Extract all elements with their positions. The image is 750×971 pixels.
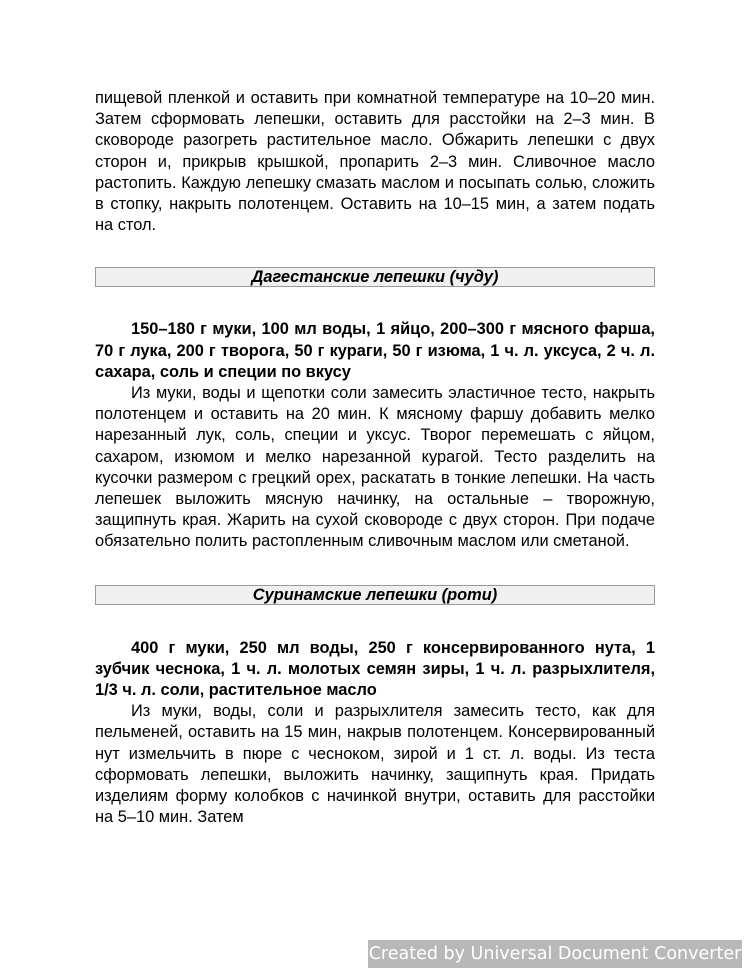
recipe-method-roti: Из муки, воды, соли и разрыхлителя замесить тесто, как для пельменей, оставить на 15 мин, накрыв полотенцем. Консервированный нут измельчить в пюре с чесноком, зирой и 1 ст. л. воды. Из теста сформовать лепешки, выложить начинку, защипнуть края. Придать изделиям форму колобков с начинкой внутри, оставить для расстойки на 5–10 мин. Затем bbox=[95, 702, 655, 827]
recipe-title-chudu: Дагестанские лепешки (чуду) bbox=[95, 267, 655, 287]
recipe-title-roti: Суринамские лепешки (роти) bbox=[95, 585, 655, 605]
recipe-ingredients-roti: 400 г муки, 250 мл воды, 250 г консервированного нута, 1 зубчик чеснока, 1 ч. л. молотых семян зиры, 1 ч. л. разрыхлителя, 1/3 ч. л. соли, растительное масло bbox=[95, 638, 655, 700]
recipe-method-chudu: Из муки, воды и щепотки соли замесить эластичное тесто, накрыть полотенцем и оставить на 20 мин. К мясному фаршу добавить мелко нарезанный лук, соль, специи и уксус. Творог перемешать с яйцом, сахаром, изюмом и мелко нарезанной курагой. Тесто разделить на кусочки размером с грецкий орех, раскатать в тонкие лепешки. На часть лепешек выложить мясную начинку, на остальные – творожную, защипнуть края. Жарить на сухой сковороде с двух сторон. При подаче обязательно полить растопленным сливочным маслом или сметаной. bbox=[95, 384, 655, 551]
document-page bbox=[95, 88, 655, 828]
recipe-ingredients-chudu: 150–180 г муки, 100 мл воды, 1 яйцо, 200–300 г мясного фарша, 70 г лука, 200 г творога, 50 г кураги, 50 г изюма, 1 ч. л. уксуса, 2 ч. л. сахара, соль и специи по вкусу bbox=[95, 320, 655, 381]
intro-paragraph: пищевой пленкой и оставить при комнатной температуре на 10–20 мин. Затем сформовать лепешки, оставить для расстойки на 2–3 мин. В сковороде разогреть растительное масло. Обжарить лепешки с двух сторон и, прикрыв крышкой, пропарить 2–3 мин. Сливочное масло растопить. Каждую лепешку смазать маслом и посыпать солью, сложить в стопку, накрыть полотенцем. Оставить на 10–15 мин, а затем подать на стол. bbox=[95, 89, 655, 235]
watermark-banner: Created by Universal Document Converter bbox=[368, 940, 742, 968]
